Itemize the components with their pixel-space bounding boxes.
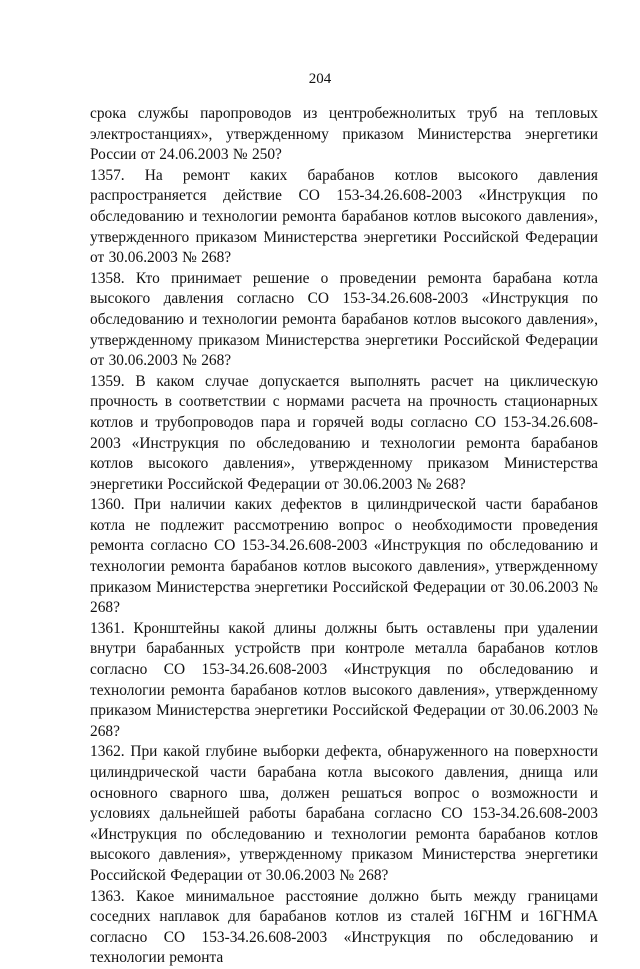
question-1359: 1359. В каком случае допускается выполнять расчет на циклическую прочность в соответствии с нормами расчета на прочность стационарных котлов и трубопроводов пара и горячей воды согласно СО 153-34.26.608-2003 «Инструкция по обследованию и технологии ремонта барабанов котлов высокого давления», утвержденному приказом Министерства энергетики Российской Федерации от 30.06.2003 № 268? <box>90 372 598 493</box>
question-1357: 1357. На ремонт каких барабанов котлов высокого давления распространяется действие СО 153-34.26.608-2003 «Инструкция по обследованию и технологии ремонта барабанов котлов высокого давления», утвержденного приказом Министерства энергетики Российской Федерации от 30.06.2003 № 268? <box>90 166 598 267</box>
paragraph-continuation: срока службы паропроводов из центробежнолитых труб на тепловых электростанциях», утвержденному приказом Министерства энергетики России от 24.06.2003 № 250? <box>90 105 598 164</box>
question-1358: 1358. Кто принимает решение о проведении ремонта барабана котла высокого давления согласно СО 153-34.26.608-2003 «Инструкция по обследованию и технологии ремонта барабанов котлов высокого давления», утвержденному приказом Министерства энергетики Российской Федерации от 30.06.2003 № 268? <box>90 269 598 370</box>
question-1361: 1361. Кронштейны какой длины должны быть оставлены при удалении внутри барабанных устройств при контроле металла барабанов котлов согласно СО 153-34.26.608-2003 «Инструкция по обследованию и технологии ремонта барабанов котлов высокого давления», утвержденному приказом Министерства энергетики Российской Федерации от 30.06.2003 № 268? <box>90 619 598 740</box>
page-number: 204 <box>308 71 332 87</box>
question-1360: 1360. При наличии каких дефектов в цилиндрической части барабанов котла не подлежит рассмотрению вопрос о необходимости проведения ремонта согласно СО 153-34.26.608-2003 «Инструкция по обследованию и технологии ремонта барабанов котлов высокого давления», утвержденному приказом Министерства энергетики Российской Федерации от 30.06.2003 № 268? <box>90 496 598 617</box>
document-body <box>90 104 598 969</box>
question-1362: 1362. При какой глубине выборки дефекта, обнаруженного на поверхности цилиндрической части барабана котла высокого давления, днища или основного сварного шва, должен решаться вопрос о возможности и условиях дальнейшей работы барабана согласно СО 153-34.26.608-2003 «Инструкция по обследованию и технологии ремонта барабанов котлов высокого давления», утвержденному приказом Министерства энергетики Российской Федерации от 30.06.2003 № 268? <box>90 743 598 884</box>
question-1363: 1363. Какое минимальное расстояние должно быть между границами соседних наплавок для барабанов котлов из сталей 16ГНМ и 16ГНМА согласно СО 153-34.26.608-2003 «Инструкция по обследованию и технологии ремонта <box>90 887 598 967</box>
